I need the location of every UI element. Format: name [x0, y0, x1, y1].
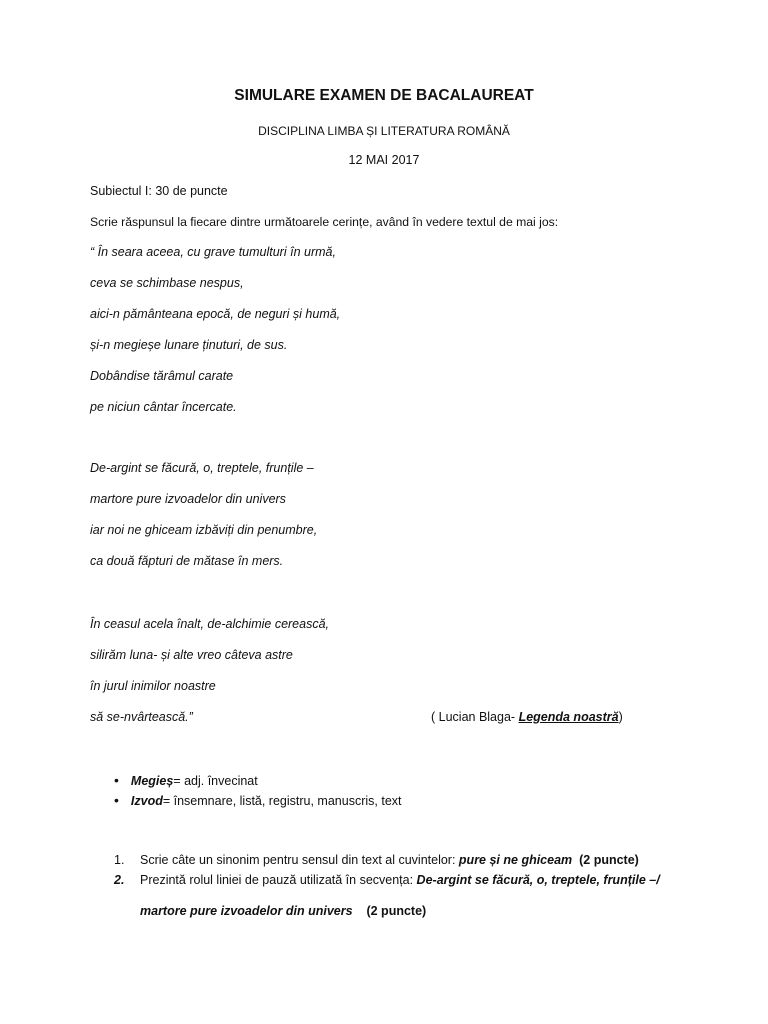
- poem-line: și-n megieșe lunare ținuturi, de sus.: [90, 338, 288, 352]
- glossary-definition: = însemnare, listă, registru, manuscris, text: [162, 794, 402, 808]
- bullet-icon: •: [114, 792, 119, 808]
- glossary-term: Izvod: [130, 794, 163, 808]
- glossary-definition: = adj. învecinat: [173, 774, 258, 788]
- glossary-item: [114, 792, 402, 808]
- bullet-icon: •: [114, 772, 119, 788]
- poem-line: ceva se schimbase nespus,: [90, 276, 244, 290]
- question-text: Scrie câte un sinonim pentru sensul din text al cuvintelor:: [140, 853, 459, 867]
- poem-line: iar noi ne ghiceam izbăviți din penumbre,: [90, 523, 318, 537]
- question-terms: pure și ne ghiceam: [458, 853, 573, 867]
- poem-line: să se-nvârtească.”: [90, 710, 193, 724]
- poem-line: în jurul inimilor noastre: [90, 679, 216, 693]
- poem-line: aici-n pământeana epocă, de neguri și humă,: [90, 307, 341, 321]
- poem-line: “ În seara aceea, cu grave tumulturi în urmă,: [90, 245, 336, 259]
- discipline-subtitle: DISCIPLINA LIMBA ȘI LITERATURA ROMÂNĂ: [258, 124, 510, 138]
- question-points: (2 puncte): [579, 853, 639, 867]
- question-quote: De-argint se făcură, o, treptele, frunțile –/: [416, 873, 660, 887]
- poem-line: pe niciun cântar încercate.: [90, 400, 237, 414]
- subject-heading: Subiectul I: 30 de puncte: [90, 184, 228, 198]
- question-text: Prezintă rolul liniei de pauză utilizată în secvența:: [140, 873, 417, 887]
- glossary-item: [114, 772, 258, 788]
- poem-line: silirăm luna- și alte vreo câteva astre: [90, 648, 293, 662]
- question-number: 1.: [114, 853, 125, 867]
- poem-attribution: [431, 710, 623, 724]
- glossary-term: Megieș: [130, 774, 174, 788]
- attribution-author: ( Lucian Blaga-: [431, 710, 519, 724]
- poem-line: ca două făpturi de mătase în mers.: [90, 554, 284, 568]
- poem-line: În ceasul acela înalt, de-alchimie cerească,: [90, 617, 330, 631]
- page-title: SIMULARE EXAMEN DE BACALAUREAT: [234, 87, 534, 104]
- question-quote: martore pure izvoadelor din univers: [140, 904, 353, 918]
- question-2-continuation: [140, 904, 426, 918]
- question-1: [114, 853, 639, 867]
- question-points: (2 puncte): [366, 904, 427, 918]
- attribution-close: ): [618, 710, 623, 724]
- poem-line: De-argint se făcură, o, treptele, frunțile –: [90, 461, 314, 475]
- subject-instruction: Scrie răspunsul la fiecare dintre următoarele cerințe, având în vedere textul de mai jos:: [90, 215, 559, 229]
- question-2: [114, 873, 660, 887]
- attribution-title: Legenda noastră: [518, 710, 619, 724]
- poem-line: Dobândise tărâmul carate: [90, 369, 234, 383]
- question-number: 2.: [114, 873, 125, 887]
- poem-line: martore pure izvoadelor din univers: [90, 492, 286, 506]
- exam-date: 12 MAI 2017: [348, 153, 420, 167]
